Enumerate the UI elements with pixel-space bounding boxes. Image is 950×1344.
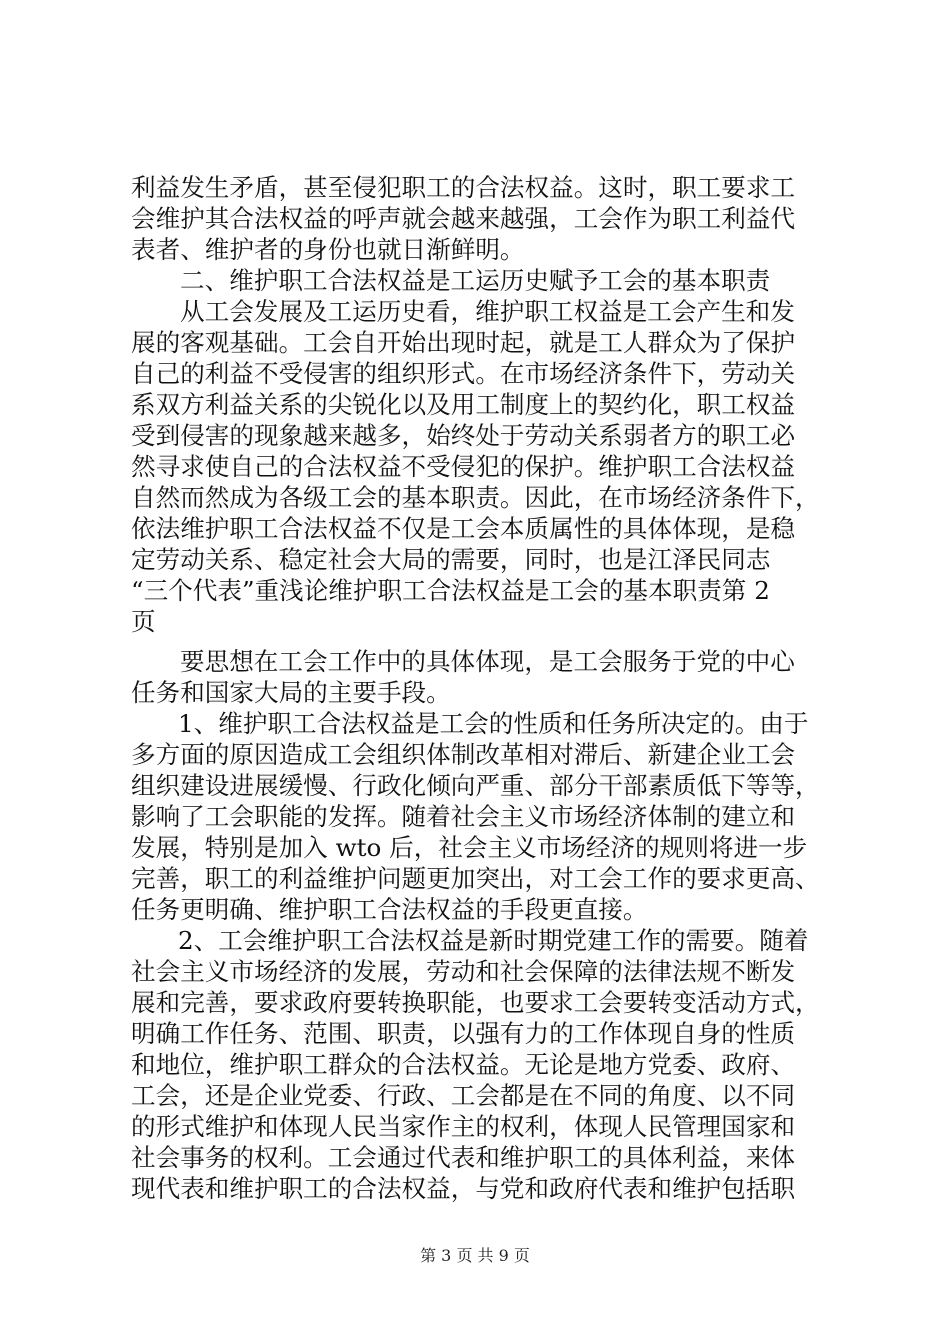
- text-line: 依法维护职工合法权益不仅是工会本质属性的具体体现，是稳: [131, 514, 796, 543]
- numbered-paragraph-2: 2、工会维护职工合法权益是新时期党建工作的需要。随着: [178, 926, 809, 955]
- text-line: 社会事务的权利。工会通过代表和维护职工的具体利益，来体: [131, 1143, 796, 1172]
- text-line: 受到侵害的现象越来越多，始终处于劳动关系弱者方的职工必: [131, 421, 796, 450]
- text-line: 利益发生矛盾，甚至侵犯职工的合法权益。这时，职工要求工: [131, 173, 796, 202]
- text-line: 任务更明确、维护职工合法权益的手段更直接。: [131, 895, 648, 924]
- text-line: 组织建设进展缓慢、行政化倾向严重、部分干部素质低下等等，: [131, 771, 820, 800]
- section-heading: 二、维护职工合法权益是工运历史赋予工会的基本职责: [180, 266, 771, 295]
- document-body: [131, 172, 831, 1204]
- text-line: 要思想在工会工作中的具体体现，是工会服务于党的中心: [180, 647, 795, 676]
- text-line: 表者、维护者的身份也就日渐鲜明。: [131, 235, 525, 264]
- text-line: 现代表和维护职工的合法权益，与党和政府代表和维护包括职: [131, 1174, 796, 1203]
- text-line: 自然而然成为各级工会的基本职责。因此，在市场经济条件下，: [131, 483, 820, 512]
- text-line: “三个代表”重浅论维护职工合法权益是工会的基本职责第 2: [131, 576, 770, 605]
- page-number-footer: 第 3 页 共 9 页: [420, 1246, 530, 1265]
- text-line: 自己的利益不受侵害的组织形式。在市场经济条件下，劳动关: [131, 359, 796, 388]
- text-line: 影响了工会职能的发挥。随着社会主义市场经济体制的建立和: [131, 802, 796, 831]
- text-line: 完善，职工的利益维护问题更加突出，对工会工作的要求更高、: [131, 864, 820, 893]
- text-line: 展和完善，要求政府要转换职能，也要求工会要转变活动方式，: [131, 988, 820, 1017]
- text-line: 展的客观基础。工会自开始出现时起，就是工人群众为了保护: [131, 328, 796, 357]
- text-line: 然寻求使自己的合法权益不受侵犯的保护。维护职工合法权益: [131, 452, 796, 481]
- text-line: 的形式维护和体现人民当家作主的权利，体现人民管理国家和: [131, 1112, 796, 1141]
- text-line: 发展，特别是加入 wto 后，社会主义市场经济的规则将进一步: [131, 833, 808, 862]
- text-line: 工会，还是企业党委、行政、工会都是在不同的角度、以不同: [131, 1081, 796, 1110]
- numbered-paragraph-1: 1、维护职工合法权益是工会的性质和任务所决定的。由于: [178, 709, 809, 738]
- text-line: 明确工作任务、范围、职责，以强有力的工作体现自身的性质: [131, 1019, 796, 1048]
- text-line: 任务和国家大局的主要手段。: [131, 678, 451, 707]
- text-line: 从工会发展及工运历史看，维护职工权益是工会产生和发: [180, 297, 795, 326]
- text-line: 和地位，维护职工群众的合法权益。无论是地方党委、政府、: [131, 1050, 796, 1079]
- text-line: 页: [131, 607, 156, 636]
- text-line: 多方面的原因造成工会组织体制改革相对滞后、新建企业工会: [131, 740, 796, 769]
- text-line: 会维护其合法权益的呼声就会越来越强，工会作为职工利益代: [131, 204, 796, 233]
- text-line: 定劳动关系、稳定社会大局的需要，同时，也是江泽民同志: [131, 545, 771, 574]
- text-line: 系双方利益关系的尖锐化以及用工制度上的契约化，职工权益: [131, 390, 796, 419]
- text-line: 社会主义市场经济的发展，劳动和社会保障的法律法规不断发: [131, 957, 796, 986]
